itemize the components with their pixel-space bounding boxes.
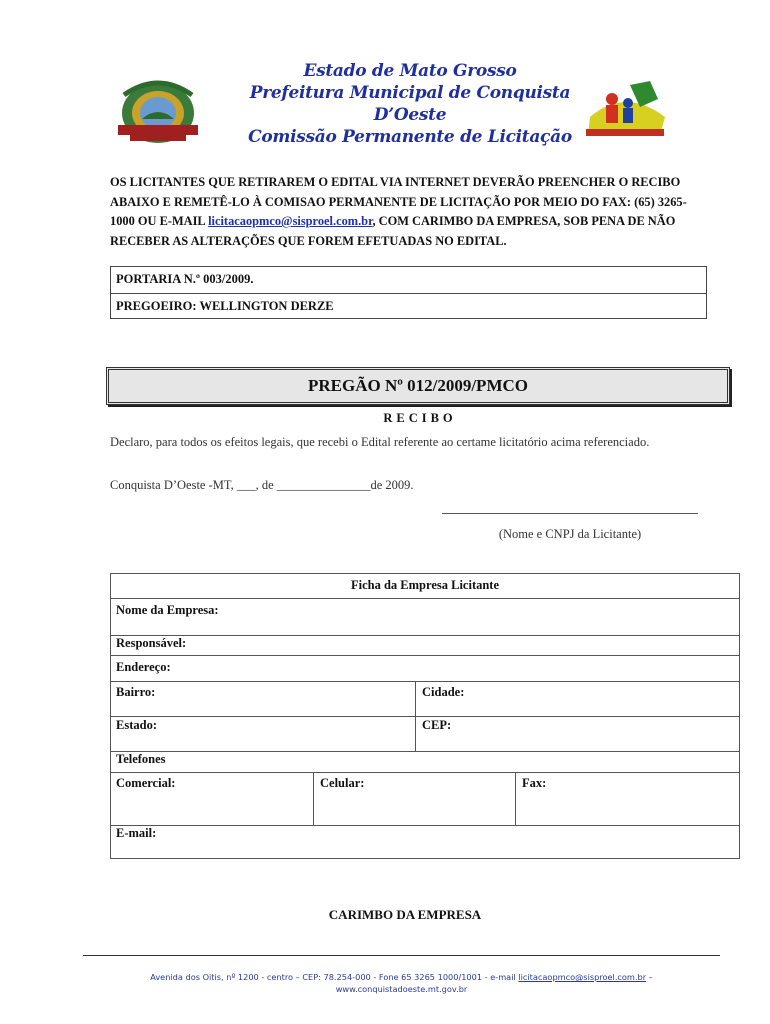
footer-email-link[interactable]: licitacaopmco@sisproel.com.br xyxy=(518,972,647,982)
responsible-field[interactable]: Responsável: xyxy=(116,636,187,650)
zip-field[interactable]: CEP: xyxy=(422,718,452,732)
footer-dash: – xyxy=(646,972,653,982)
footer-address xyxy=(83,971,720,995)
notice-text-end: , COM CARIMBO DA EMPRESA, SOB PENA DE NÃO RECEBER AS ALTERAÇÕES QUE FOREM EFETUADAS NO EDITAL. xyxy=(110,214,676,248)
signature-line xyxy=(442,513,698,514)
company-form xyxy=(110,573,740,859)
address-field[interactable]: Endereço: xyxy=(116,660,171,674)
city-logo-icon xyxy=(580,77,670,142)
footer-divider xyxy=(83,955,720,956)
pregoeiro-name: PREGOEIRO: WELLINGTON DERZE xyxy=(111,293,706,319)
commercial-phone-field[interactable]: Comercial: xyxy=(116,776,176,790)
notice-text-start: OS LICITANTES QUE RETIRAREM O EDITAL VIA INTERNET DEVERÃO PREENCHER O RECIBO ABAIXO E REMETÊ-LO À COMISAO PERMANENTE DE LICITAÇÃO POR MEIO DO FAX: (65) 3265-1000 OU E-MAIL xyxy=(110,175,687,228)
instructions-notice xyxy=(110,173,710,251)
pregao-title: PREGÃO Nº 012/2009/PMCO xyxy=(106,367,730,405)
form-title: Ficha da Empresa Licitante xyxy=(350,578,500,592)
prefecture-name: Prefeitura Municipal de Conquista D’Oeste xyxy=(249,83,571,125)
city-field[interactable]: Cidade: xyxy=(422,685,465,699)
phones-label: Telefones xyxy=(116,752,166,766)
place-date-line: Conquista D’Oeste -MT, ___, de _______________de 2009. xyxy=(110,478,414,492)
letterhead-titles xyxy=(230,60,590,148)
recibo-title: RECIBO xyxy=(383,411,457,425)
declaration-text: Declaro, para todos os efeitos legais, que recebi o Edital referente ao certame licitatório acima referenciado. xyxy=(110,435,650,449)
email-field[interactable]: E-mail: xyxy=(116,826,157,840)
state-field[interactable]: Estado: xyxy=(116,718,157,732)
footer-website[interactable]: www.conquistadoeste.mt.gov.br xyxy=(335,984,468,994)
portaria-box xyxy=(110,266,707,319)
signature-label: (Nome e CNPJ da Licitante) xyxy=(498,527,642,541)
mobile-phone-field[interactable]: Celular: xyxy=(320,776,365,790)
state-name: Estado de Mato Grosso xyxy=(303,61,517,81)
notice-email-link[interactable]: licitacaopmco@sisproel.com.br xyxy=(208,214,373,228)
municipal-seal-icon xyxy=(110,75,206,147)
commission-name: Comissão Permanente de Licitação xyxy=(248,127,572,147)
neighborhood-field[interactable]: Bairro: xyxy=(116,685,156,699)
company-stamp-label: CARIMBO DA EMPRESA xyxy=(328,907,482,922)
company-name-field[interactable]: Nome da Empresa: xyxy=(116,603,219,617)
letterhead xyxy=(0,55,770,145)
fax-field[interactable]: Fax: xyxy=(522,776,547,790)
footer-address-text: Avenida dos Oitis, nº 1200 - centro – CEP: 78.254-000 - Fone 65 3265 1000/1001 - e-mail xyxy=(150,972,519,982)
portaria-number: PORTARIA N.º 003/2009. xyxy=(116,272,254,286)
